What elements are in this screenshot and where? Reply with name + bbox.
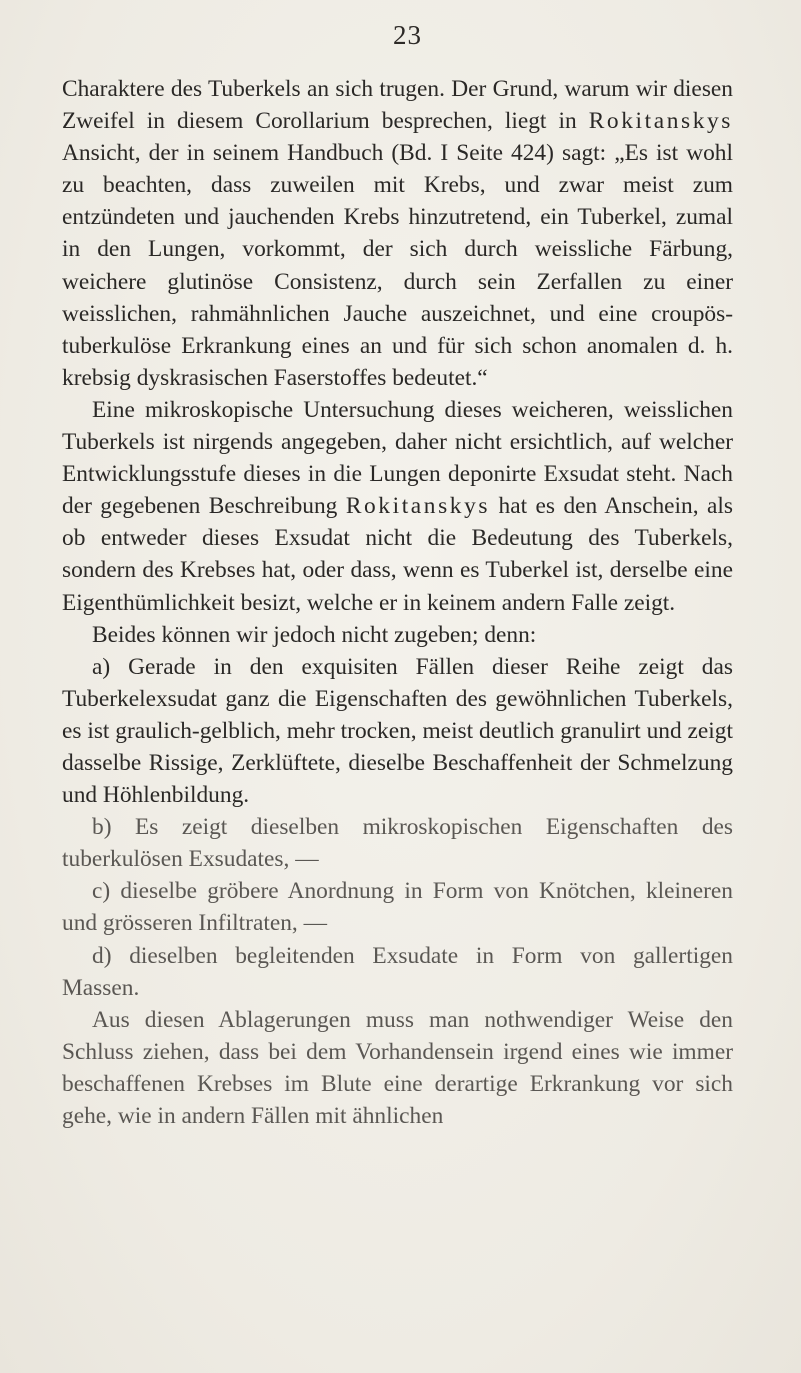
paragraph [62, 1004, 733, 1132]
text-segment: Charaktere des Tuberkels an sich trugen. Der Grund, warum wir diesen Zweifel in diesem Corollarium besprechen, liegt in [62, 76, 733, 135]
paragraph [62, 73, 733, 394]
text-segment: d) dieselben begleitenden Exsudate in Form von gallertigen Massen. [62, 942, 733, 1001]
text-segment: hat es den Anschein, als ob entweder dieses Exsudat nicht die Bedeutung des Tuberkels, sondern des Krebses hat, oder dass, wenn es Tuberkel ist, derselbe eine Eigenthümlichkeit besizt, welche er in keinem andern Falle zeigt. [62, 493, 733, 616]
body-text [62, 73, 733, 1132]
text-segment: b) Es zeigt dieselben mikroskopischen Eigenschaften des tuberkulösen Exsudates, — [62, 814, 733, 873]
text-segment: Eine mikroskopische Untersuchung dieses weicheren, weisslichen Tuberkels ist nirgends angegeben, daher nicht ersichtlich, auf welcher Entwicklungsstufe dieses in die Lungen deponirte Exsudat steht. Nach der gegebenen Beschreibung [62, 396, 733, 520]
paragraph [62, 619, 733, 651]
author-name: Rokitanskys [588, 108, 733, 135]
text-segment: Aus diesen Ablagerungen muss man nothwendiger Weise den Schluss ziehen, dass bei dem Vorhandensein irgend eines wie immer beschaffenen Krebses im Blute eine derartige Erkrankung vor sich gehe, wie in andern Fällen mit ähnlichen [62, 1006, 733, 1129]
paragraph [62, 394, 733, 619]
list-item-d [62, 940, 733, 1004]
list-item-b [62, 811, 733, 875]
author-name: Rokitanskys [345, 493, 491, 520]
list-item-c [62, 875, 733, 939]
list-item-a [62, 651, 733, 811]
text-segment: Ansicht, der in seinem Handbuch (Bd. I Seite 424) sagt: „Es ist wohl zu beachten, dass zuweilen mit Krebs, und zwar meist zum entzündeten und jauchenden Krebs hinzutretend, ein Tuberkel, zumal in den Lungen, vorkommt, der sich durch weissliche Färbung, weichere glutinöse Consistenz, durch sein Zerfallen zu einer weisslichen, rahmähnlichen Jauche auszeichnet, und eine croupös-tuberkulöse Erkrankung eines an und für sich schon anomalen d. h. krebsig dyskrasischen Faserstoffes bedeutet.“ [62, 140, 733, 391]
page-number: 23 [393, 20, 422, 50]
text-segment: Beides können wir jedoch nicht zugeben; denn: [92, 621, 537, 648]
text-segment: c) dieselbe gröbere Anordnung in Form von Knötchen, kleineren und grösseren Infiltraten, — [62, 878, 733, 937]
text-segment: a) Gerade in den exquisiten Fällen dieser Reihe zeigt das Tuberkelexsudat ganz die Eigenschaften des gewöhnlichen Tuberkels, es ist graulich-gelblich, mehr trocken, meist deutlich granulirt und zeigt dasselbe Rissige, Zerklüftete, dieselbe Beschaffenheit der Schmelzung und Höhlenbildung. [62, 653, 733, 809]
